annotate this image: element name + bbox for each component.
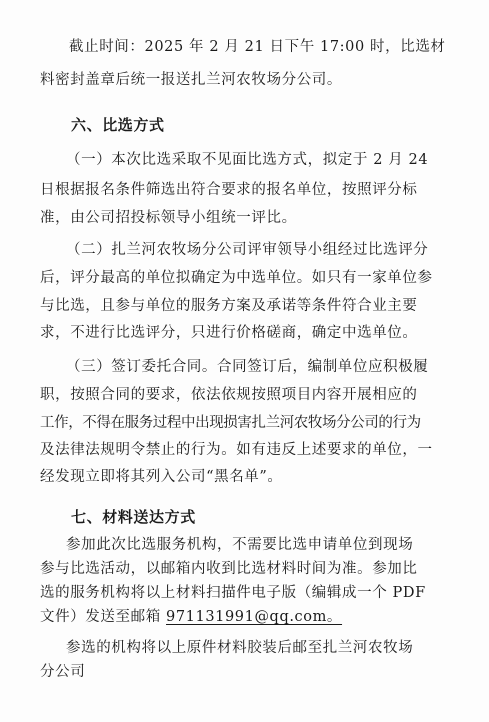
deadline-line-1: 截止时间：2025 年 2 月 21 日下午 17:00 时，比选材 <box>69 39 446 55</box>
section-6-p3-line-2: 职，按照合同的要求，依法依规按照项目内容开展相应的 <box>40 387 418 403</box>
section-6-p3-line-5: 经发现立即将其列入公司“黑名单”。 <box>40 469 283 485</box>
section-7-p1-line-1: 参加此次比选服务机构，不需要比选申请单位到现场 <box>66 537 414 553</box>
section-7-p2-line-2: 分公司 <box>40 664 86 680</box>
section-6-p2-line-1: （二）扎兰河农牧场分公司评审领导小组经过比选评分 <box>66 242 429 258</box>
section-6-p1-line-1: （一）本次比选采取不见面比选方式，拟定于 2 月 24 <box>66 152 429 168</box>
section-6-p3-line-3: 工作，不得在服务过程中出现损害扎兰河农牧场分公司的行为 <box>40 415 421 431</box>
section-7-p2-line-1: 参选的机构将以上原件材料胶装后邮至扎兰河农牧场 <box>66 640 414 656</box>
deadline-line-2: 料密封盖章后统一报送扎兰河农牧场分公司。 <box>40 72 342 88</box>
section-6-p2-line-3: 与比选，且参与单位的服务方案及承诺等条件符合业主要 <box>40 298 418 314</box>
section-7-p1-line-2: 参与比选活动，以邮箱内收到比选材料时间为准。参加比 <box>40 561 418 577</box>
email-address: 971131991@qq.com。 <box>166 609 343 625</box>
section-6-p3-line-4: 及法律法规明令禁止的行为。如有违反上述要求的单位，一 <box>40 442 433 458</box>
section-6-heading: 六、比选方式 <box>71 116 165 134</box>
section-7-heading: 七、材料送达方式 <box>71 508 196 526</box>
section-6-p2-line-4: 求，不进行比选评分，只进行价格磋商，确定中选单位。 <box>40 325 418 341</box>
section-6-p3-line-1: （三）签订委托合同。合同签订后，编制单位应积极履 <box>66 359 429 375</box>
section-6-p2-line-2: 后，评分最高的单位拟确定为中选单位。如只有一家单位参 <box>40 270 433 286</box>
section-6-p1-line-3: 准，由公司招投标领导小组统一评比。 <box>40 210 297 226</box>
send-to-email-label: 文件）发送至邮箱 <box>40 609 161 625</box>
section-7-p1-line-3: 选的服务机构将以上材料扫描件电子版（编辑成一个 PDF <box>40 585 426 601</box>
section-7-p1-line-4 <box>40 607 342 627</box>
section-6-p1-line-2: 日根据报名条件筛选出符合要求的报名单位，按照评分标 <box>40 182 418 198</box>
